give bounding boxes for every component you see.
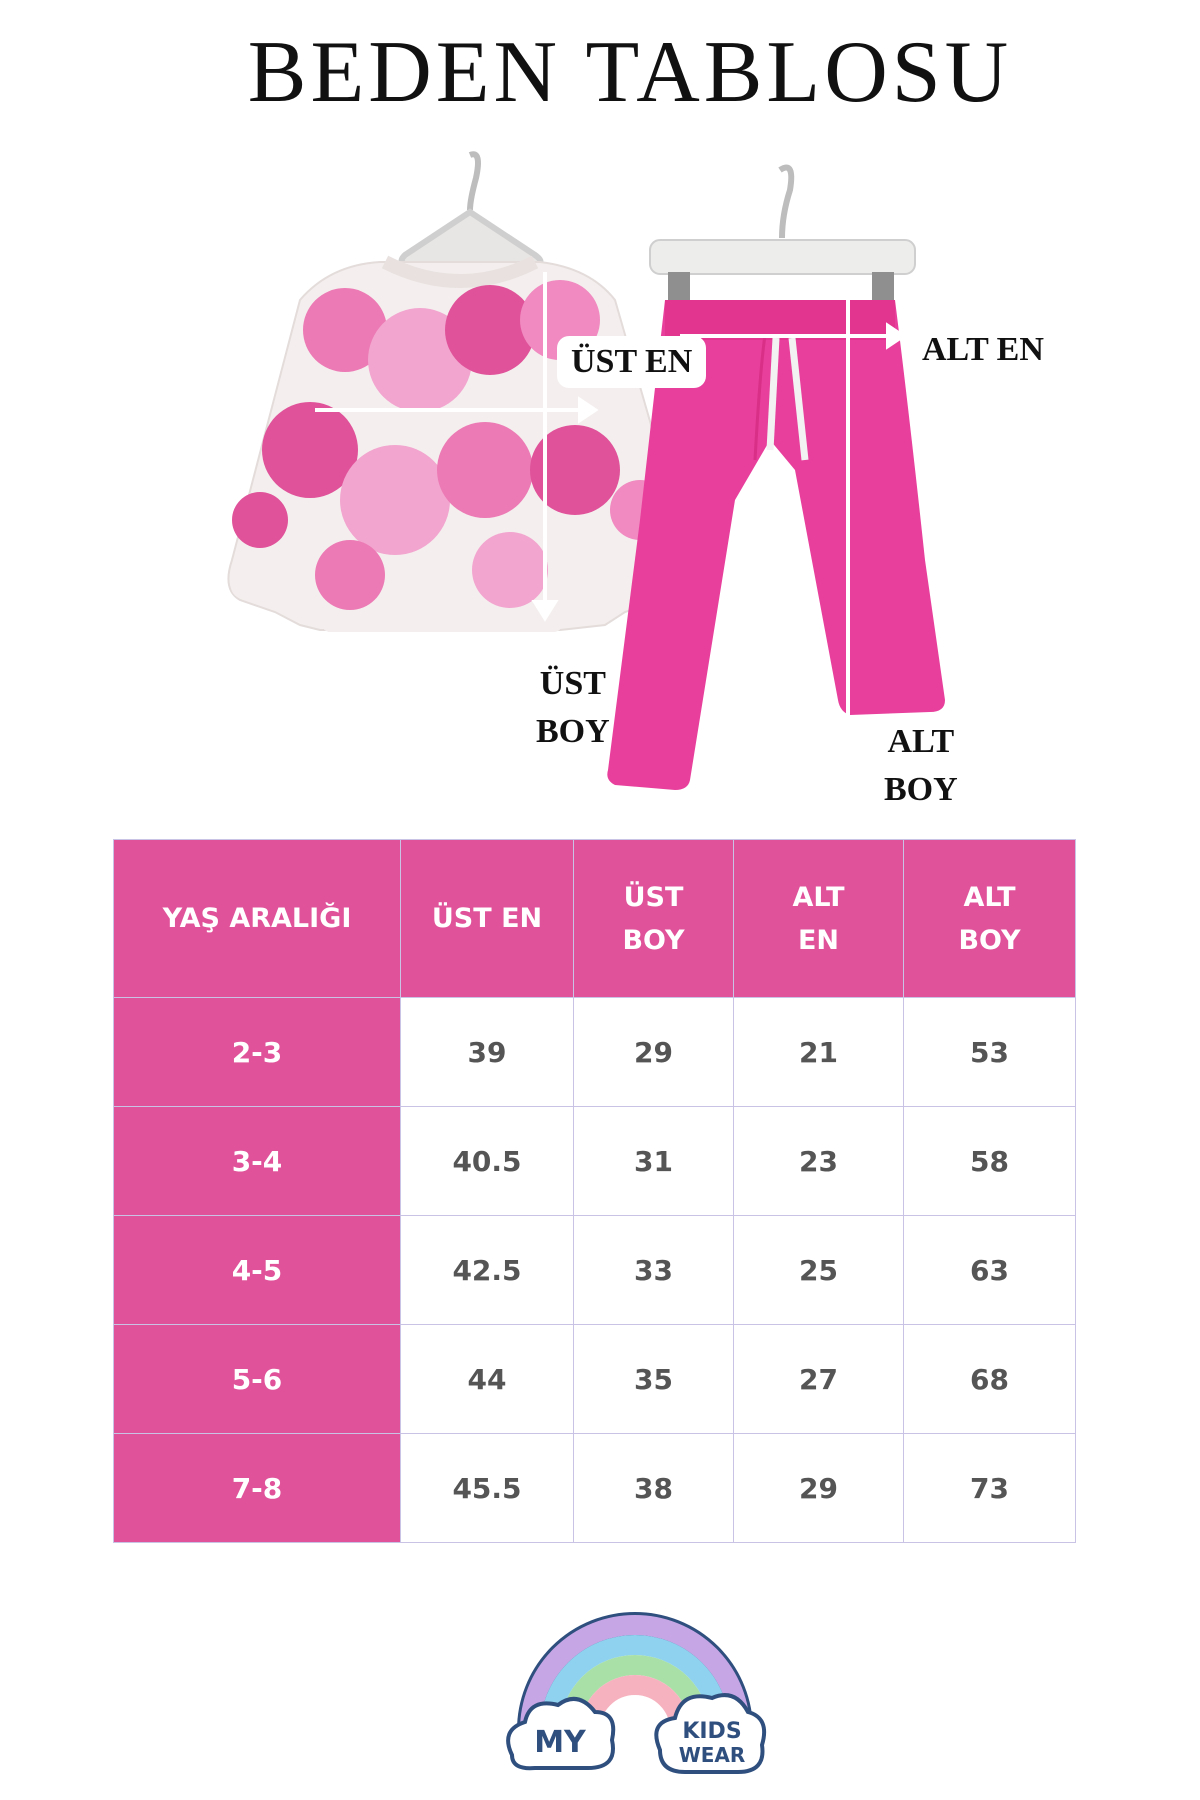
logo-word-wear: WEAR (678, 1743, 746, 1767)
cell-age: 7-8 (114, 1434, 401, 1543)
header-ust-en: ÜST EN (401, 840, 574, 998)
cell-age: 3-4 (114, 1107, 401, 1216)
cell-ust-boy: 33 (574, 1216, 734, 1325)
measure-label-alt-en: ALT EN (922, 331, 1044, 368)
cell-ust-boy: 35 (574, 1325, 734, 1434)
cell-alt-boy: 58 (904, 1107, 1076, 1216)
table-row (114, 1216, 1076, 1325)
cell-alt-en: 29 (734, 1434, 904, 1543)
table-row (114, 998, 1076, 1107)
page-title: BEDEN TABLOSU (247, 24, 1013, 121)
measure-label-ust-boy: ÜST BOY (536, 665, 610, 750)
cell-alt-boy: 53 (904, 998, 1076, 1107)
cell-age: 4-5 (114, 1216, 401, 1325)
pants-hanger (650, 168, 915, 313)
cell-age: 5-6 (114, 1325, 401, 1434)
cell-ust-boy: 38 (574, 1434, 734, 1543)
table-row (114, 1434, 1076, 1543)
measure-label-ust-en: ÜST EN (557, 336, 706, 388)
sweater (228, 262, 697, 632)
cell-alt-boy: 63 (904, 1216, 1076, 1325)
cell-ust-en: 40.5 (401, 1107, 574, 1216)
brand-logo (500, 1590, 770, 1780)
logo-word-kids: KIDS (682, 1719, 742, 1744)
header-age-range: YAŞ ARALIĞI (114, 840, 401, 998)
table-row (114, 1325, 1076, 1434)
header-alt-en: ALT EN (734, 840, 904, 998)
table-header-row (114, 840, 1076, 998)
sweater-hanger (402, 154, 541, 265)
cell-alt-en: 27 (734, 1325, 904, 1434)
header-ust-boy: ÜST BOY (574, 840, 734, 998)
logo-word-my: MY (534, 1725, 586, 1760)
cell-ust-en: 42.5 (401, 1216, 574, 1325)
cell-alt-boy: 73 (904, 1434, 1076, 1543)
cell-ust-en: 45.5 (401, 1434, 574, 1543)
measure-label-alt-boy: ALT BOY (884, 723, 958, 808)
header-alt-boy: ALT BOY (904, 840, 1076, 998)
cell-ust-en: 39 (401, 998, 574, 1107)
cell-alt-boy: 68 (904, 1325, 1076, 1434)
cell-ust-boy: 29 (574, 998, 734, 1107)
cell-age: 2-3 (114, 998, 401, 1107)
cell-alt-en: 21 (734, 998, 904, 1107)
cell-alt-en: 23 (734, 1107, 904, 1216)
cell-ust-boy: 31 (574, 1107, 734, 1216)
size-table (113, 839, 1076, 1543)
cell-ust-en: 44 (401, 1325, 574, 1434)
cell-alt-en: 25 (734, 1216, 904, 1325)
table-row (114, 1107, 1076, 1216)
